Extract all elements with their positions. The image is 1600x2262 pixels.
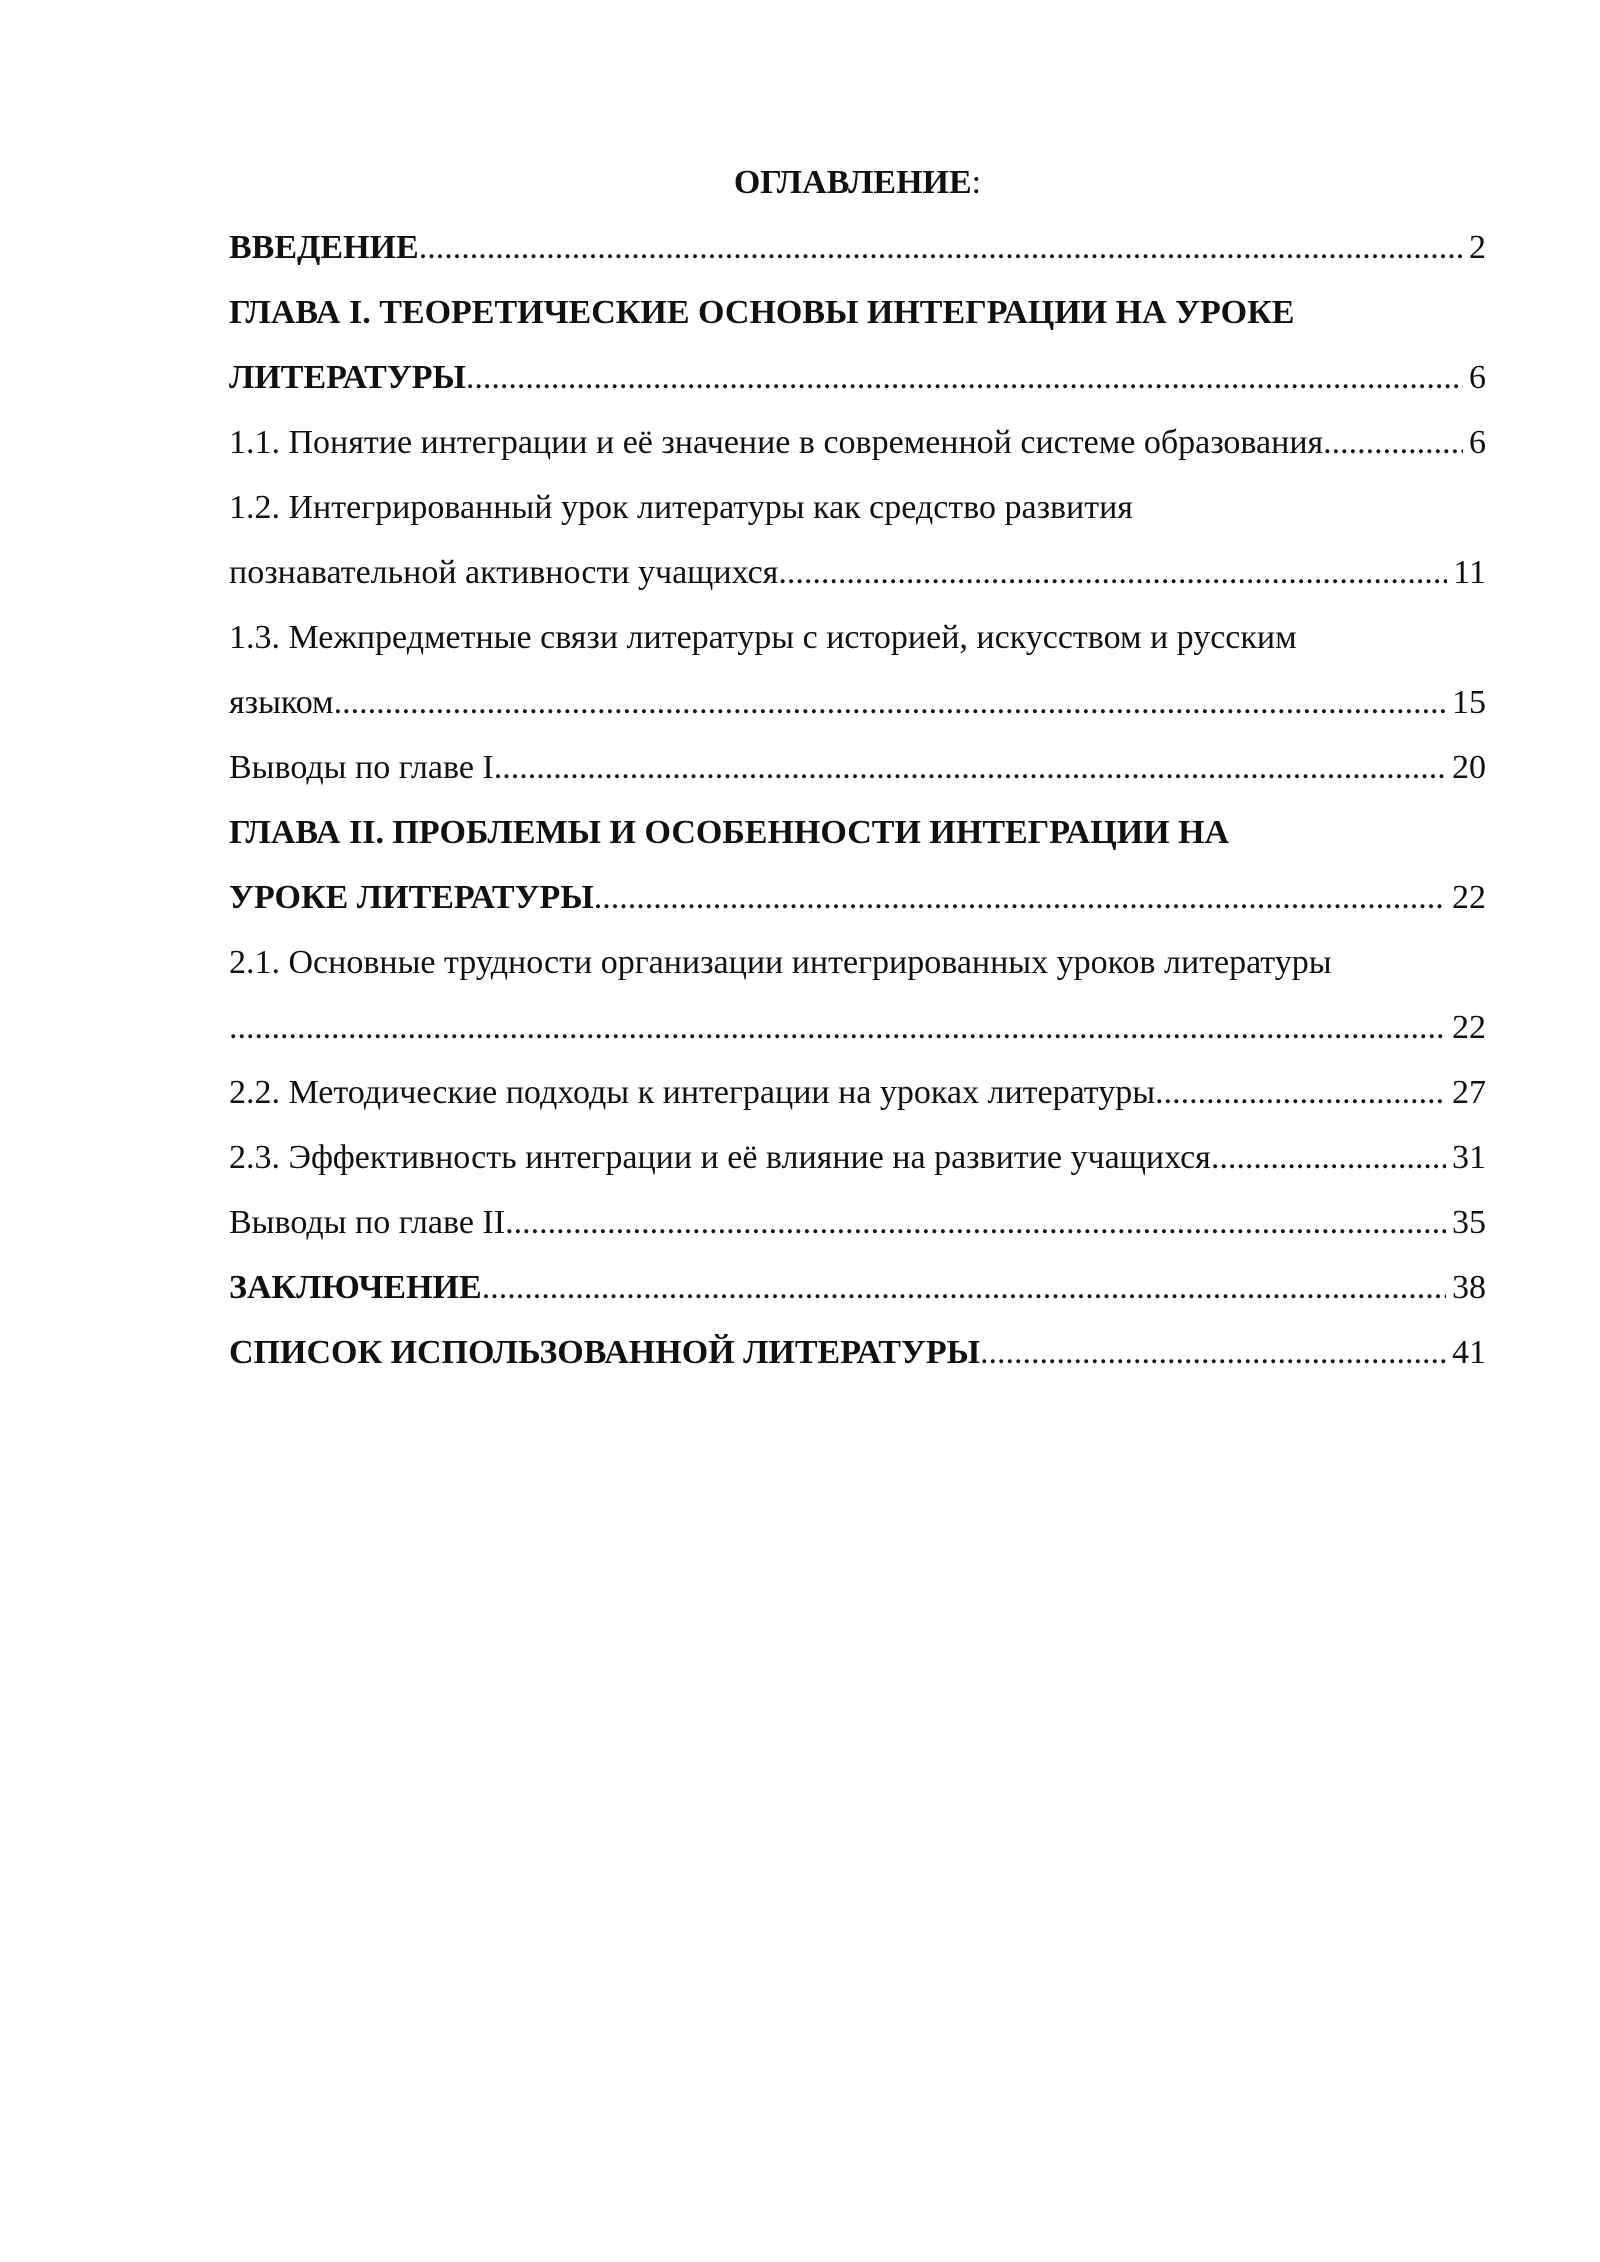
toc-entry-chapter-2-line1[interactable]: ГЛАВА II. ПРОБЛЕМЫ И ОСОБЕННОСТИ ИНТЕГРАЦИИ НА (229, 814, 1230, 851)
dot-leader (502, 735, 1446, 800)
toc-entry-section-1-1[interactable] (229, 410, 1486, 475)
toc-page-number: 31 (1452, 1139, 1486, 1176)
toc-heading-colon: : (971, 164, 982, 201)
toc-entry-section-2-2[interactable] (229, 1060, 1486, 1125)
toc-entry-text: ЛИТЕРАТУРЫ (229, 359, 466, 396)
toc-entry-text: ЗАКЛЮЧЕНИЕ (229, 1269, 482, 1306)
toc-entry-chapter-2[interactable] (229, 865, 1486, 930)
toc-page-number: 11 (1453, 554, 1486, 591)
toc-page-number: 2 (1469, 229, 1486, 266)
toc-entry-introduction[interactable] (229, 215, 1486, 280)
table-of-contents (229, 150, 1486, 1385)
toc-entry-conclusions-chapter-1[interactable] (229, 735, 1486, 800)
dot-leader (594, 865, 1446, 930)
dot-leader (1211, 1125, 1446, 1190)
toc-entry-chapter-1-line1[interactable]: ГЛАВА I. ТЕОРЕТИЧЕСКИЕ ОСНОВЫ ИНТЕГРАЦИИ НА УРОКЕ (229, 294, 1295, 331)
toc-page-number: 20 (1452, 749, 1486, 786)
toc-heading-text: ОГЛАВЛЕНИЕ (733, 164, 972, 201)
toc-entry-text: 2.3. Эффективность интеграции и её влияние на развитие учащихся (229, 1139, 1211, 1176)
toc-entry-text: 2.2. Методические подходы к интеграции на уроках литературы (229, 1074, 1156, 1111)
dot-leader (505, 1190, 1446, 1255)
toc-page-number: 6 (1469, 359, 1486, 396)
toc-entry-text: ВВЕДЕНИЕ (229, 229, 419, 266)
toc-heading (229, 150, 1486, 215)
dot-leader (466, 345, 1463, 410)
dot-leader (482, 1255, 1446, 1320)
toc-entry-text: УРОКЕ ЛИТЕРАТУРЫ (229, 879, 594, 916)
toc-entry-chapter-1[interactable] (229, 345, 1486, 410)
toc-entry-section-1-3-line1[interactable]: 1.3. Межпредметные связи литературы с историей, искусством и русским (229, 619, 1297, 656)
toc-entry-text: Выводы по главе II (229, 1204, 506, 1241)
dot-leader (1155, 1060, 1446, 1125)
dot-leader (1332, 410, 1463, 475)
toc-page-number: 22 (1452, 879, 1486, 916)
toc-entry-section-2-1[interactable] (229, 995, 1486, 1060)
dot-leader (229, 995, 1446, 1060)
toc-entry-text: СПИСОК ИСПОЛЬЗОВАННОЙ ЛИТЕРАТУРЫ (229, 1334, 980, 1371)
toc-entry-section-1-2-line1[interactable]: 1.2. Интегрированный урок литературы как средство развития (229, 489, 1133, 526)
toc-entry-section-2-3[interactable] (229, 1125, 1486, 1190)
dot-leader (778, 540, 1447, 605)
toc-page-number: 6 (1469, 424, 1486, 461)
toc-page-number: 27 (1452, 1074, 1486, 1111)
toc-entry-section-2-1-line1[interactable]: 2.1. Основные трудности организации интегрированных уроков литературы (229, 944, 1332, 981)
toc-entry-references[interactable] (229, 1320, 1486, 1385)
toc-entry-text: Выводы по главе I. (229, 749, 503, 786)
toc-page-number: 15 (1452, 684, 1486, 721)
toc-entry-section-1-3[interactable] (229, 670, 1486, 735)
toc-entry-section-1-2[interactable] (229, 540, 1486, 605)
dot-leader (334, 670, 1446, 735)
dot-leader (419, 215, 1463, 280)
toc-entry-conclusions-chapter-2[interactable] (229, 1190, 1486, 1255)
toc-page-number: 41 (1452, 1334, 1486, 1371)
toc-page-number: 22 (1452, 1009, 1486, 1046)
toc-entry-conclusion[interactable] (229, 1255, 1486, 1320)
toc-entry-text: 1.1. Понятие интеграции и её значение в современной системе образования. (229, 424, 1332, 461)
toc-entry-text: познавательной активности учащихся (229, 554, 779, 591)
toc-page-number: 35 (1452, 1204, 1486, 1241)
toc-page-number: 38 (1452, 1269, 1486, 1306)
dot-leader (980, 1320, 1446, 1385)
toc-entry-text: языком (229, 684, 334, 721)
